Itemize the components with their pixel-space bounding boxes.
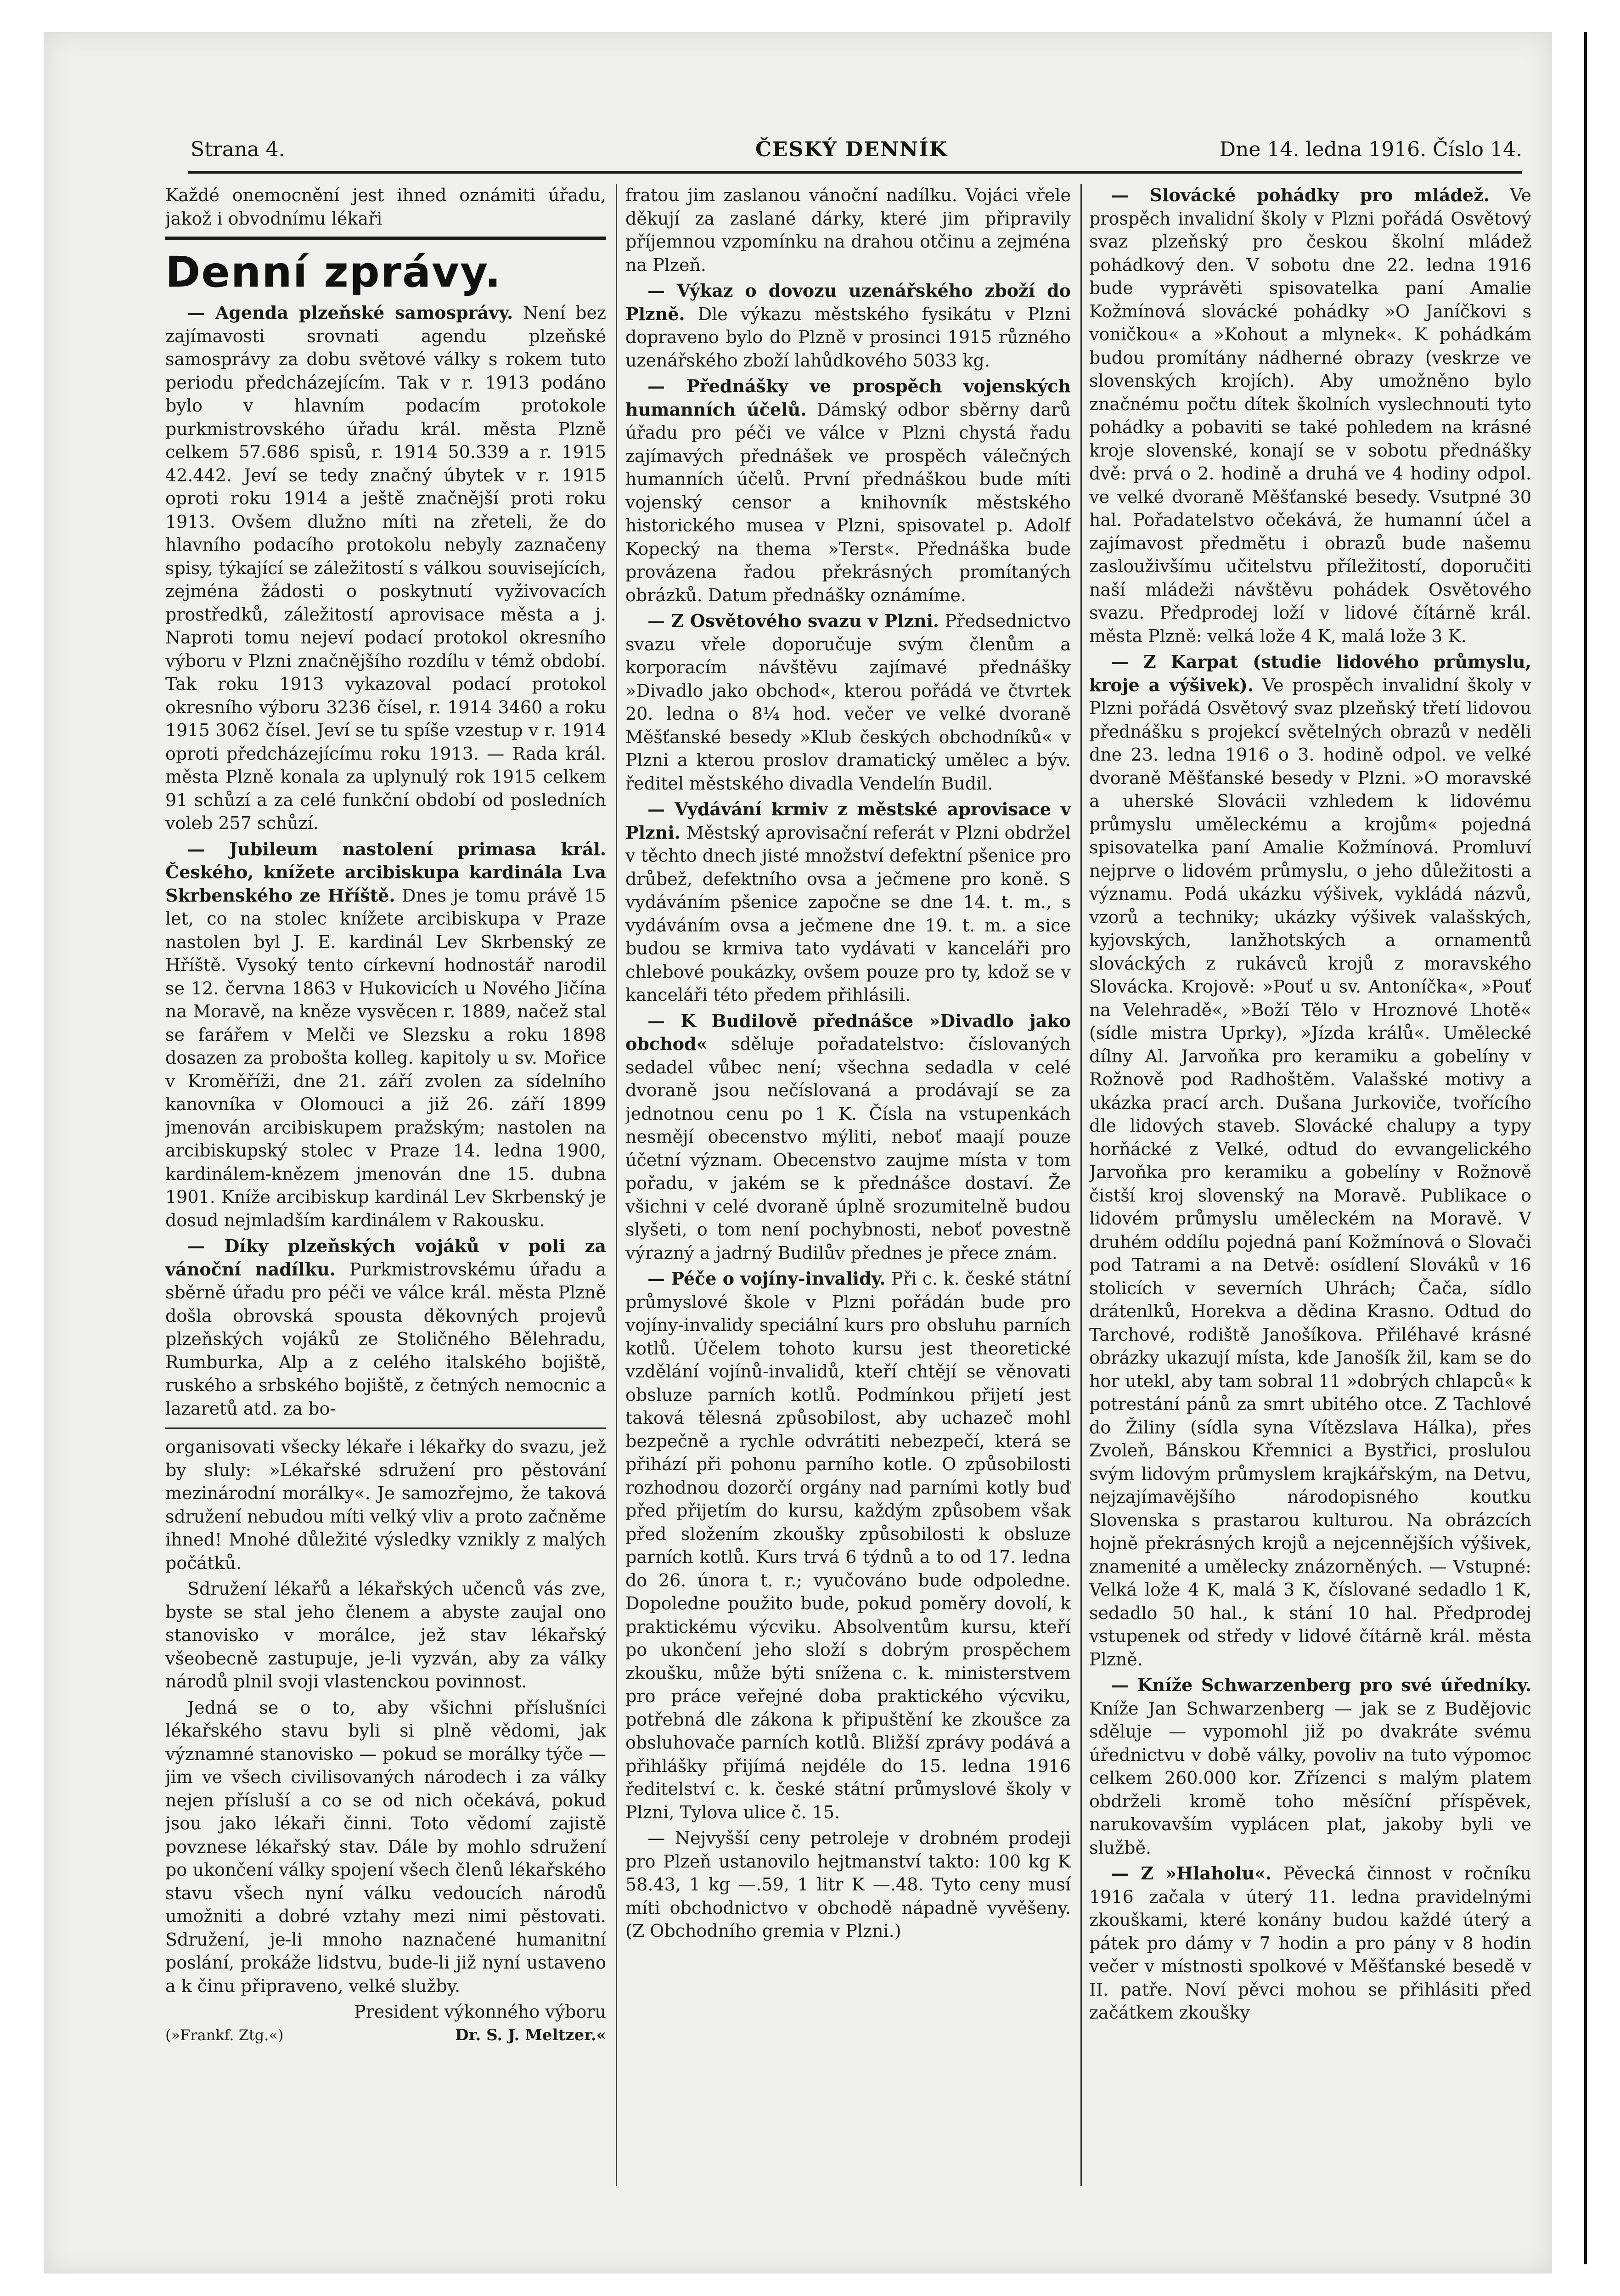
column-left [165,184,606,2186]
article-body: Pěvecká činnost v ročníku 1916 začala v úterý 11. ledna pravidelnými zkouškami, které konány budou každé úterý a pátek pro dámy v 7 hodin a pro pány v 8 hodin večer v místnosti spolkové v Měšťanské besedě v II. patře. Noví pěvci mohou se přihlásiti před začátkem zkoušky [1089,1863,1531,2023]
article-jubileum [165,838,606,1232]
column-middle [625,184,1071,2186]
article-headline: — Kníže Schwarzenberg pro své úředníky. [1111,1675,1531,1695]
article-headline: — Z »Hlaholu«. [1111,1863,1272,1884]
article-headline: — Z Osvětového svazu v Plzni. [647,610,939,631]
article-body: Purkmistrovskému úřadu a sběrně úřadu pro péči ve válce král. města Plzně došla obrovská spousta děkovných projevů plzeňských vojáků ze Stoličného Bělehradu, Rumburka, Alp a z celého italského bojiště, ruského a srbského bojiště, z četných nemocnic a lazaretů atd. za bo- [165,1259,606,1419]
article-osvetovy-svaz [625,609,1071,795]
article-prednasky [625,375,1071,607]
article-karpat [1089,650,1531,1671]
article-body: pro Plzeň ustanovilo hejtmanství takto: 100 kg K 58.43, 1 kg —.59, 1 litr K —.48. Tyto ceny musí míti obchodnictvo v obchodě nápadně vyvěšeny. (Z Obchodního gremia v Plzni.) [625,1851,1071,1941]
signature-row [165,2024,606,2047]
article-divider [165,1427,606,1429]
article-body: Předsednictvo svazu vřele doporučuje svým členům a korporacím návštěvu zajímavé přednášky »Divadlo jako obchod«, kterou pořádá ve čtvrtek 20. ledna o 8¼ hod. večer ve velké dvoraně Měšťanské besedy »Klub českých obchodníků« v Plzni a kterou proslov dramatický umělec a býv. ředitel městského divadla Vendelín Budil. [625,611,1071,794]
signature-name: Dr. S. J. Meltzer.« [455,2025,606,2044]
source-credit: (»Frankf. Ztg.«) [165,2026,284,2044]
column-divider [1080,184,1082,2186]
article-headline: — Agenda plzeňské samosprávy. [187,302,513,323]
article-krmiva [625,798,1071,1007]
article-headline: — Díky plzeňských vojáků v poli za vánoční nadílku. [165,1235,606,1280]
article-body: Není bez zajímavosti srovnati agendu plzeňské samosprávy za dobu světové války s rokem tuto periodu předcházejícím. Tak v r. 1913 podáno bylo v hlavním podacím protokole purkmistrovského úřadu král. města Plzně celkem 57.686 spisů, r. 1914 50.339 a r. 1915 42.442. Jeví se tedy značný úbytek v r. 1915 oproti roku 1914 a ještě značnější proti roku 1913. Ovšem dlužno míti na zřeteli, že do hlavního podacího protokolu nebyly zaznačeny spisy, týkající se záležitostí s válkou souvisejících, zejména žádosti o poskytnutí vyživovacích prostředků, záležitostí aprovisace města a j. Naproti tomu nejeví podací protokol okresního výboru v Plzni značnějšího rozdílu v témž období. Tak roku 1913 vykazoval podací protokol okresního výboru 3236 čísel, r. 1914 3460 a roku 1915 3062 čísel. Jeví se tu spíše vzestup v r. 1914 oproti předcházejícímu roku 1913. — Rada král. města Plzně konala za uplynulý rok 1915 celkem 91 schůzí a za celé funkční období od posledních voleb 257 schůzí. [165,303,606,833]
article-headline: — Péče o vojíny-invalidy. [647,1268,886,1289]
article-continued: organisovati všecky lékaře i lékařky do svazu, jež by sluly: »Lékařské sdružení pro pěstování mezinárodní morálky«. Je samozřejmo, že taková sdružení nebudou míti velký vliv a proto začněme ihned! Mnohé důležité výsledky vznikly z malých počátků. [165,1437,606,1573]
article-budil [625,1010,1071,1265]
article-headline: — Z Karpat (studie lidového průmyslu, kroje a výšivek). [1089,651,1531,695]
article-headline: — Přednášky ve prospěch vojenských humanních účelů. [625,376,1071,420]
article-body: Dámský odbor sběrny darů úřadu pro péči ve válce v Plzni chystá řadu zajímavých přednášek ve prospěch válečných humanních účelů. První přednáškou bude míti vojenský censor a knihovník městského historického musea v Plzni, spisovatel p. Adolf Kopecký na thema »Terst«. Přednáška bude provázena řadou překrásných promítaných obrázků. Datum přednášky oznámíme. [625,399,1071,605]
article-headline: — Výkaz o dovozu uzenářského zboží do Plzně. [625,280,1071,324]
article-continued: fratou jim zaslanou vánoční nadílku. Vojáci vřele děkují za zaslané dárky, které jim připravily příjemnou vzpomínku na drahou otčinu a zejména na Plzeň. [625,185,1071,275]
article-body: Při c. k. české státní průmyslové škole v Plzni pořádán bude pro vojíny-invalidy speciální kurs pro obsluhu parních kotlů. Účelem tohoto kursu jest theoretické vzdělání vojínů-invalidů, kteří chtějí se věnovati obsluze parních kotlů. Podmínkou přijetí jest taková tělesná způsobilost, aby uchazeč mohl bezpečně a rychle odvrátiti nebezpečí, která se přihází při pohonu parního kotle. O způsobilosti rozhodnou dozorčí orgány nad parními kotly buď před přijetím do kursu, každým způsobem však před složením zkoušky způsobilosti k obsluze parních kotlů. Kurs trvá 6 týdnů a to od 17. ledna do 26. února t. r.; vyučováno bude odpoledne. Dopoledne použito bude, pokud poměry dovolí, k praktickému výcviku. Absolventům kursu, kteří po ukončení jeho složí s dobrým prospěchem zkoušku, může býti snížena c. k. ministerstvem pro práce veřejné doba praktického výcviku, potřebná dle zákona k připuštění ke zkoušce za obsluhovače parních kotlů. Bližší zprávy podává a přihlášky přijímá nejdéle do 15. ledna 1916 ředitelství c. k. české státní průmyslové školy v Plzni, Tylova ulice č. 15. [625,1269,1071,1822]
article-headline: — Nejvyšší ceny petroleje v drobném prodeji [647,1828,1071,1848]
newspaper-title: ČESKÝ DENNÍK [755,138,948,161]
page-number: Strana 4. [191,138,285,161]
article-pohadky [1089,184,1531,648]
article-petrolej [625,1827,1071,1943]
article-paragraph: Jedná se o to, aby všichni příslušníci lékařského stavu byli si plně vědomi, jak významné stanovisko — pokud se morálky týče — jim ve všech civilisovaných národech i za války nejen přísluší a co se od nich očekává, pokud jsou jako lékaři činni. Toto vědomí zajistě povznese lékařský stav. Dále by mohlo sdružení po ukončení války spojení všech členů lékařského stavu všech nyní válku vedoucích národů umožniti a dobré vztahy mezi nimi pěstovati. Sdružení, je-li mnoho naznačené humanitní poslání, prokáže lidstvu, bude-li již nyní ustaveno a k činu připraveno, velké služby. [165,1697,606,1996]
article-headline: — Slovácké pohádky pro mládež. [1111,185,1490,205]
section-rule [165,237,606,240]
article-body: Dnes je tomu právě 15 let, co na stolec knížete arcibiskupa v Praze nastolen byl J. E. kardinál Lev Skrbenský ze Hříště. Vysoký tento církevní hodnostář narodil se 12. června 1863 v Hukovicích u Nového Jičína na Moravě, na kněze vysvěcen r. 1889, načež stal se farářem v Melči ve Slezsku a roku 1898 dosazen za proboštа kolleg. kapitoly u sv. Mořice v Kroměříži, dne 21. září zvolen za sídelního kanovníka v Olomouci a již 26. září 1899 jmenován arcibiskupem pražským; nastolen na arcibiskupský stolec v Praze 14. ledna 1900, kardinálem-knězem jmenován dne 15. dubna 1901. Kníže arcibiskup kardinál Lev Skrbenský je dosud nejmladším kardinálem v Rakousku. [165,885,606,1230]
signature-role: President výkonného výboru [354,2002,606,2022]
issue-date: Dne 14. ledna 1916. Číslo 14. [1219,138,1522,161]
article-headline: — Jubileum nastolení primasa král. Českého, knížete arcibiskupa kardinála Lva Skrbenského ze Hříště. [165,838,606,906]
article-paragraph: Sdružení lékařů a lékařských učenců vás zve, byste se stal jeho členem a abyste zaujal ono stanovisko v morálce, jež stav lékařský všeobecně zastupuje, je-li vyzván, aby za války národů plnil svoji vlastenckou povinnost. [165,1579,606,1692]
article-agenda [165,301,606,835]
article-body: Ve prospěch invalidní školy v Plzni pořádá Osvětový svaz plzeňský pro českou školní mládež pohádkový den. V sobotu dne 22. ledna 1916 bude vyprávěti spisovatelka paní Amalie Kožmínová slovácké pohádky »O Janíčkovi s voničkou« a »Kohout a mlynek«. K pohádkám budou promítány nádherné obrazy (veskrze ve slovenských krojích). Aby umožněno bylo značnému počtu dítek školních vyslechnouti tyto pohádky a pobaviti se také pohledem na krásné kroje slovenské, konají se v sobotu přednášky dvě: prvá o 2. hodině a druhá ve 4 hodiny odpol. ve velké dvoraně Měšťanské besedy. Vsutpné 30 hal. Pořadatelstvo očekává, že humanní účel a zajímavost předmětu i obrazů bude našemu zaslouživšímu učitelstvu příležitostí, doporučiti naší mládeži návštěvu pohádek Osvětového svazu. Předprodej loží v lidové čítárně král. města Plzně: velká lože 4 K, malá lože 3 K. [1089,185,1531,646]
scan-edge-line [1584,32,1587,2264]
article-schwarzenberg [1089,1674,1531,1859]
article-headline: — Vydávání krmiv z městské aprovisace v Plzni. [625,799,1071,843]
article-vykaz [625,279,1071,372]
article-body: Dle výkazu městského fysikátu v Plzni dopraveno bylo do Plzně v prosinci 1915 různého uzenářského zboží lahůdkového 5033 kg. [625,304,1071,371]
article-body: Kníže Jan Schwarzenberg — jak se z Budějovic sděluje — vypomohl již po dvakráte svému úřednictvu v době války, povoliv na tuto výpomoc celkem 260.000 kor. Zřízenci s malým platem obdrželi kromě toho měsíční příspěvek, narukovavším vyplácen plat, jakoby byli ve službě. [1089,1698,1531,1858]
health-notice: Každé onemocnění jest ihned oznámiti úřadu, jakož i obvodnímu lékaři [165,185,606,229]
column-right [1089,184,1531,2186]
article-headline: — K Budilově přednášce »Divadlo jako obchod« [625,1010,1071,1054]
section-title: Denní zprávy. [165,248,502,297]
column-divider [616,184,617,2186]
article-hlahol [1089,1862,1531,2025]
masthead-rule [188,171,1522,174]
article-invalidy [625,1267,1071,1824]
article-body: Městský aprovisační referát v Plzni obdržel v těchto dnech jisté množství defektní pšenice pro drůbež, defektního ovsa a ječmene pro koně. S vydáváním pšenice započne se dne 14. t. m., s vydáváním ovsa a ječmene dne 19. t. m. a sice budou se krmiva tato vydávati v kanceláři pro chlebové poukázky, ovšem pouze pro ty, kdož se v kanceláři této předem přihlásili. [625,822,1071,1005]
article-body: Ve prospěch invalidní školy v Plzni pořádá Osvětový svaz plzeňský třetí lidovou přednášku s projekcí světelných obrazů v neděli dne 23. ledna 1916 o 3. hodině odpol. ve velké dvoraně Měšťanské besedy v Plzni. »O moravské a uherské Slovácii vzhledem k lidovému průmyslu uměleckému a krojům« pojedná spisovatelka paní Amalie Kožmínová. Promluví nejprve o lidovém průmyslu, o jeho důležitosti a významu. Podá ukázku výšivek, vykládá názvů, vzorů a techniky; ukázky výšivek valašských, kyjovských, lanžhotských a ornamentů slováckých z rukávců krojů z moravského Slovácka. Krojově: »Pouť u sv. Antoníčka«, »Pouť na Velehradě«, »Boží Tělo v Hroznové Lhotě« (sídle mistra Uprky), »Jízda králů«. Umělecké dílny Al. Jarvoňka pro keramiku a gobelíny v Rožnově pod Radhoštěm. Valašské motivy a ukázka prací arch. Dušana Jurkoviče, tvořícího dle lidových staveb. Slovácké chalupy a typy horňácké z Velké, odtud do evvangelického Jarvoňka pro keramiku a gobelíny v Rožnově čistší kroj slovenský na Moravě. Publikace o lidovém průmyslu uměleckém na Moravě. V druhém oddílu pojedná paní Kožmínová o Slovači pod Tatrami a na Detvě: osídlení Slováků v 16 stolicích v severních Uhrách; Čača, sídlo drátenlků, Horekva a dědina Krasno. Odtud do Tarchové, rodiště Janošíkova. Přiléhavé krásné obrázky ukazují místa, kde Janošík žil, kam se do hor utekl, aby tam sobral 11 »dobrých chlapců« k potrestání pánů za smrt ubitého otce. Z Tachlové do Žiliny (sídla syna Vítězslava Hálka), přes Zvoleň, Bánskou Křemnici a Bystřici, proslulou svým lidovým průmyslem krajkářským, na Detvu, nejzajímavějšího národopisného koutku Slovenska s prastarou kulturou. Na obrázcích hojně překrásných krojů a nejcennějších výšivek, znamenité a umělecky znázorněných. — Vstupné: Velká lože 4 K, malá 3 K, číslované sedadlo 1 K, sedadlo 50 hal., k stání 10 hal. Předprodej vstupenek od středy v lidové čítárně král. města Plzně. [1089,675,1531,1670]
article-body: sděluje pořadatelstvo: číslovaných sedadel vůbec není; všechna sedadla v celé dvoraně jsou nečíslovaná a prodávají se za jednotnou cenu po 1 K. Čísla na vstupenkách nesmějí obecenstvo mýliti, neboť maají pouze účetní význam. Obecenstvo zaujme místa v tom pořadu, v jakém se k přednášce dostaví. Že všichni v celé dvoraně úplně srozumitelně budou slyšeti, o tom není pochybnosti, neboť povestně výrazný a jadrný Budilův přednes je přece znám. [625,1034,1071,1263]
article-diky [165,1235,606,1420]
